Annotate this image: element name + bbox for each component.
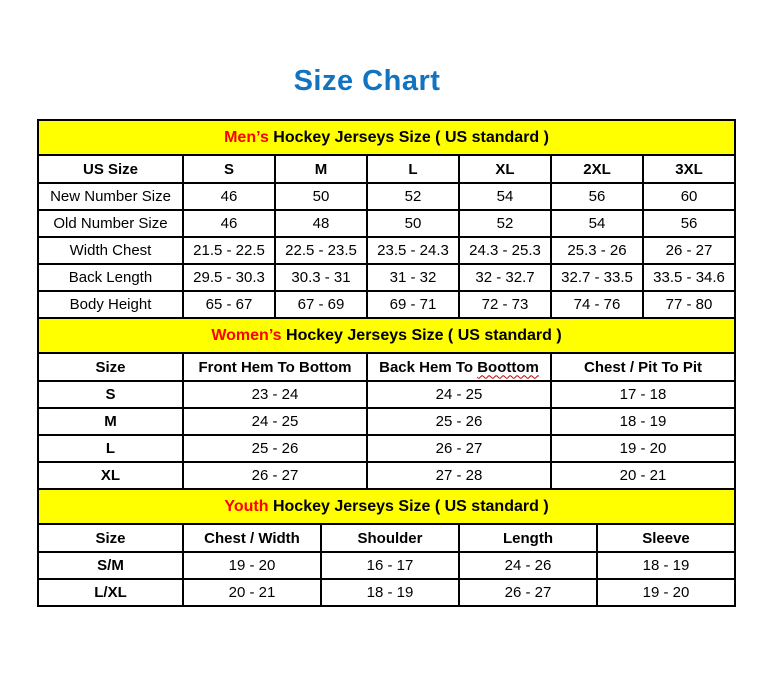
size-value-cell: 24 - 25 xyxy=(183,408,367,435)
row-label-cell: Body Height xyxy=(38,291,183,318)
size-value-cell: 67 - 69 xyxy=(275,291,367,318)
size-value-cell: 21.5 - 22.5 xyxy=(183,237,275,264)
size-value-cell: 25 - 26 xyxy=(183,435,367,462)
womens-header-row xyxy=(38,353,735,381)
size-value-cell: 32.7 - 33.5 xyxy=(551,264,643,291)
column-header-cell: Length xyxy=(459,524,597,552)
size-value-cell: 22.5 - 23.5 xyxy=(275,237,367,264)
size-value-cell: 72 - 73 xyxy=(459,291,551,318)
size-value-cell: 19 - 20 xyxy=(597,579,735,606)
table-row xyxy=(38,579,735,606)
row-label-cell: S xyxy=(38,381,183,408)
table-row xyxy=(38,408,735,435)
size-value-cell: 46 xyxy=(183,183,275,210)
size-value-cell: 20 - 21 xyxy=(551,462,735,489)
size-value-cell: 18 - 19 xyxy=(551,408,735,435)
page-title: Size Chart xyxy=(293,65,441,97)
row-label-cell: Old Number Size xyxy=(38,210,183,237)
youth-header-row xyxy=(38,524,735,552)
column-header-cell: Sleeve xyxy=(597,524,735,552)
size-value-cell: 69 - 71 xyxy=(367,291,459,318)
youth-size-table xyxy=(37,488,736,607)
column-header-cell: M xyxy=(275,155,367,183)
table-row xyxy=(38,183,735,210)
size-chart-tables xyxy=(37,119,734,607)
column-header-cell: 3XL xyxy=(643,155,735,183)
size-value-cell: 60 xyxy=(643,183,735,210)
row-label-cell: M xyxy=(38,408,183,435)
column-header-cell: Chest / Width xyxy=(183,524,321,552)
size-value-cell: 46 xyxy=(183,210,275,237)
table-row xyxy=(38,435,735,462)
mens-title-rest: Hockey Jerseys Size ( US standard ) xyxy=(268,128,549,146)
size-chart-page xyxy=(0,64,776,607)
size-value-cell: 54 xyxy=(551,210,643,237)
youth-title-rest: Hockey Jerseys Size ( US standard ) xyxy=(268,497,549,515)
mens-header-row xyxy=(38,155,735,183)
column-header-cell: Front Hem To Bottom xyxy=(183,353,367,381)
row-label-cell: Width Chest xyxy=(38,237,183,264)
womens-title-highlight: Women’s xyxy=(211,326,282,344)
column-header-cell: 2XL xyxy=(551,155,643,183)
size-value-cell: 29.5 - 30.3 xyxy=(183,264,275,291)
table-row xyxy=(38,210,735,237)
size-value-cell: 26 - 27 xyxy=(183,462,367,489)
size-value-cell: 25.3 - 26 xyxy=(551,237,643,264)
row-label-cell: S/M xyxy=(38,552,183,579)
size-value-cell: 56 xyxy=(643,210,735,237)
size-value-cell: 48 xyxy=(275,210,367,237)
size-value-cell: 18 - 19 xyxy=(321,579,459,606)
size-value-cell: 32 - 32.7 xyxy=(459,264,551,291)
size-value-cell: 52 xyxy=(459,210,551,237)
column-header-cell: XL xyxy=(459,155,551,183)
back-hem-label-misspelled: Boottom xyxy=(477,358,539,376)
youth-title-highlight: Youth xyxy=(224,497,269,515)
size-value-cell: 26 - 27 xyxy=(643,237,735,264)
mens-section-title-row xyxy=(38,120,735,155)
womens-section-title-row xyxy=(38,318,735,353)
column-header-cell: S xyxy=(183,155,275,183)
size-value-cell: 31 - 32 xyxy=(367,264,459,291)
size-value-cell: 50 xyxy=(275,183,367,210)
column-header-cell: Size xyxy=(38,524,183,552)
row-label-cell: Back Length xyxy=(38,264,183,291)
womens-section-title xyxy=(38,318,735,353)
column-header-cell: Shoulder xyxy=(321,524,459,552)
size-value-cell: 52 xyxy=(367,183,459,210)
size-value-cell: 16 - 17 xyxy=(321,552,459,579)
size-value-cell: 74 - 76 xyxy=(551,291,643,318)
column-header-cell: Size xyxy=(38,353,183,381)
youth-section-title-row xyxy=(38,489,735,524)
size-value-cell: 33.5 - 34.6 xyxy=(643,264,735,291)
size-value-cell: 65 - 67 xyxy=(183,291,275,318)
mens-size-table xyxy=(37,119,736,319)
table-row xyxy=(38,264,735,291)
table-row xyxy=(38,381,735,408)
size-value-cell: 27 - 28 xyxy=(367,462,551,489)
row-label-cell: L xyxy=(38,435,183,462)
size-value-cell: 26 - 27 xyxy=(367,435,551,462)
size-value-cell: 77 - 80 xyxy=(643,291,735,318)
mens-section-title xyxy=(38,120,735,155)
youth-section-title xyxy=(38,489,735,524)
row-label-cell: New Number Size xyxy=(38,183,183,210)
size-value-cell: 24.3 - 25.3 xyxy=(459,237,551,264)
table-row xyxy=(38,462,735,489)
column-header-cell: Chest / Pit To Pit xyxy=(551,353,735,381)
womens-size-table xyxy=(37,317,736,490)
size-value-cell: 54 xyxy=(459,183,551,210)
size-value-cell: 26 - 27 xyxy=(459,579,597,606)
womens-title-rest: Hockey Jerseys Size ( US standard ) xyxy=(281,326,562,344)
size-value-cell: 17 - 18 xyxy=(551,381,735,408)
column-header-cell-misspelled xyxy=(367,353,551,381)
size-value-cell: 56 xyxy=(551,183,643,210)
size-value-cell: 19 - 20 xyxy=(551,435,735,462)
column-header-cell: US Size xyxy=(38,155,183,183)
size-value-cell: 24 - 25 xyxy=(367,381,551,408)
column-header-cell: L xyxy=(367,155,459,183)
table-row xyxy=(38,552,735,579)
size-value-cell: 50 xyxy=(367,210,459,237)
mens-title-highlight: Men’s xyxy=(224,128,269,146)
table-row xyxy=(38,237,735,264)
row-label-cell: L/XL xyxy=(38,579,183,606)
row-label-cell: XL xyxy=(38,462,183,489)
back-hem-label-prefix: Back Hem To xyxy=(379,358,478,376)
size-value-cell: 25 - 26 xyxy=(367,408,551,435)
size-value-cell: 23 - 24 xyxy=(183,381,367,408)
size-value-cell: 19 - 20 xyxy=(183,552,321,579)
table-row xyxy=(38,291,735,318)
size-value-cell: 23.5 - 24.3 xyxy=(367,237,459,264)
size-value-cell: 30.3 - 31 xyxy=(275,264,367,291)
size-value-cell: 18 - 19 xyxy=(597,552,735,579)
size-value-cell: 20 - 21 xyxy=(183,579,321,606)
size-value-cell: 24 - 26 xyxy=(459,552,597,579)
